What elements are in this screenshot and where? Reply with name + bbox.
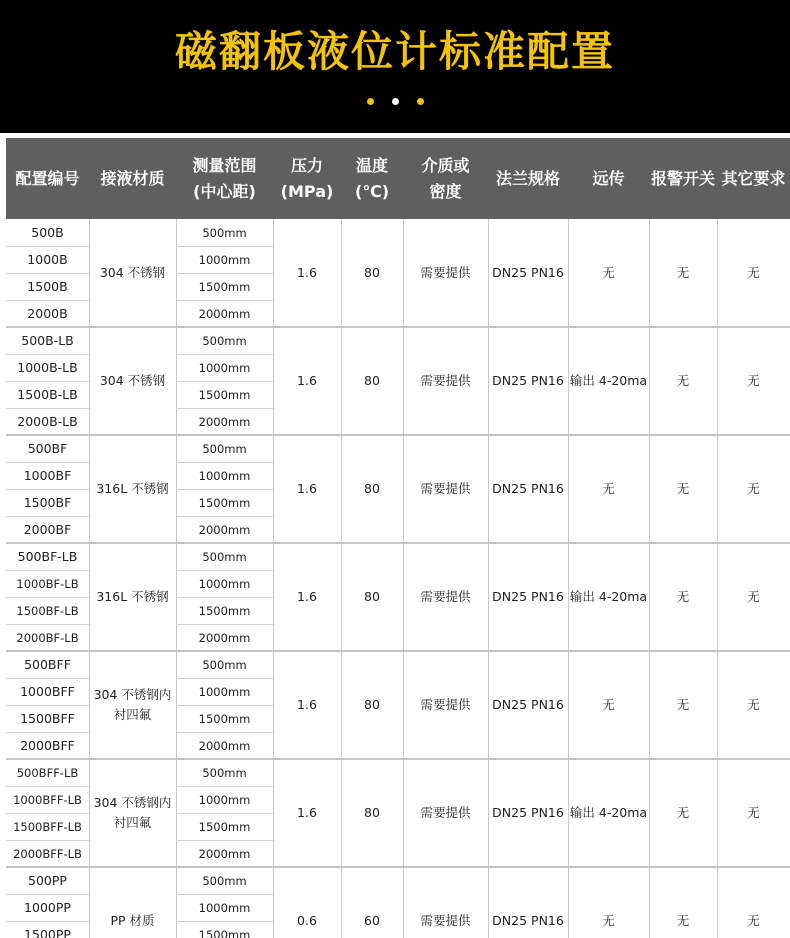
table-header [6, 138, 790, 219]
config-code-cell: 1500BFF-LB [13, 819, 82, 834]
config-code-cell: 2000B-LB [17, 413, 78, 429]
table-body [6, 219, 790, 938]
config-code-cell: 2000BF-LB [16, 630, 79, 645]
range-cell: 1500mm [198, 603, 251, 618]
flange-cell: DN25 PN16 [492, 481, 564, 496]
header-flange: 法兰规格 [495, 168, 560, 188]
alarm-switch-cell: 无 [676, 913, 690, 928]
range-cell: 500mm [202, 549, 247, 564]
remote-output-cell: 无 [602, 481, 615, 496]
range-cell: 1500mm [198, 711, 251, 726]
material-cell: 304 不锈钢 [99, 265, 166, 280]
other-requirements-cell: 无 [747, 805, 760, 820]
page-title: 磁翻板液位计标准配置 [174, 27, 615, 76]
range-cell: 1500mm [198, 927, 251, 938]
config-code-cell: 2000BFF-LB [13, 846, 82, 861]
medium-cell: 需要提供 [420, 481, 471, 496]
other-requirements-cell: 无 [747, 697, 760, 712]
config-code-cell: 500BF [27, 440, 68, 456]
other-requirements-cell: 无 [747, 373, 760, 388]
range-cell: 500mm [202, 441, 247, 456]
medium-cell: 需要提供 [420, 589, 471, 604]
flange-cell: DN25 PN16 [492, 265, 564, 280]
range-cell: 1000mm [198, 468, 251, 483]
config-code-cell: 1000PP [24, 899, 71, 915]
range-cell: 1000mm [198, 252, 251, 267]
range-cell: 1000mm [198, 576, 251, 591]
range-cell: 1500mm [198, 495, 251, 510]
config-code-cell: 2000BFF [20, 737, 75, 753]
pressure-cell: 0.6 [297, 913, 317, 928]
alarm-switch-cell: 无 [676, 589, 690, 604]
pressure-cell: 1.6 [297, 697, 317, 712]
remote-output-cell: 输出 4-20ma [569, 373, 648, 388]
alarm-switch-cell: 无 [676, 697, 690, 712]
other-requirements-cell: 无 [747, 589, 760, 604]
config-code-cell: 1500BFF [20, 710, 75, 726]
pressure-cell: 1.6 [297, 589, 317, 604]
range-cell: 1000mm [198, 684, 251, 699]
pressure-cell: 1.6 [297, 805, 317, 820]
range-cell: 500mm [202, 225, 247, 240]
dot-icon [367, 98, 374, 105]
header-material: 接液材质 [100, 168, 165, 188]
medium-cell: 需要提供 [420, 913, 471, 928]
flange-cell: DN25 PN16 [492, 697, 564, 712]
material-cell: 304 不锈钢 [99, 373, 166, 388]
alarm-switch-cell: 无 [676, 373, 690, 388]
flange-cell: DN25 PN16 [492, 373, 564, 388]
header-code: 配置编号 [15, 168, 80, 188]
config-code-cell: 1000B-LB [17, 359, 78, 375]
dot-icon [392, 98, 399, 105]
medium-cell: 需要提供 [420, 265, 471, 280]
remote-output-cell: 无 [602, 913, 615, 928]
temperature-cell: 80 [364, 589, 380, 604]
header-pressure: 压力 (MPa) [280, 155, 334, 201]
config-code-cell: 1000BFF [20, 683, 75, 699]
alarm-switch-cell: 无 [676, 265, 690, 280]
remote-output-cell: 无 [602, 697, 615, 712]
range-cell: 2000mm [198, 306, 251, 321]
range-cell: 2000mm [198, 630, 251, 645]
other-requirements-cell: 无 [747, 265, 760, 280]
config-code-cell: 1500B-LB [17, 386, 78, 402]
other-requirements-cell: 无 [747, 913, 760, 928]
remote-output-cell: 输出 4-20ma [569, 805, 648, 820]
spec-table [0, 133, 790, 938]
temperature-cell: 80 [364, 481, 380, 496]
range-cell: 2000mm [198, 522, 251, 537]
flange-cell: DN25 PN16 [492, 805, 564, 820]
config-code-cell: 500BF-LB [17, 548, 78, 564]
range-cell: 2000mm [198, 846, 251, 861]
range-cell: 1500mm [198, 819, 251, 834]
medium-cell: 需要提供 [420, 373, 471, 388]
temperature-cell: 80 [364, 805, 380, 820]
alarm-switch-cell: 无 [676, 805, 690, 820]
pressure-cell: 1.6 [297, 373, 317, 388]
config-code-cell: 500BFF-LB [16, 765, 79, 780]
config-code-cell: 1000BF-LB [16, 576, 79, 591]
title-banner [0, 0, 790, 133]
config-code-cell: 500PP [28, 872, 67, 888]
material-cell: 304 不锈钢内 衬四氟 [93, 687, 172, 722]
range-cell: 500mm [202, 333, 247, 348]
config-code-cell: 500B-LB [21, 332, 74, 348]
header-other: 其它要求 [721, 168, 786, 188]
config-code-cell: 1000BFF-LB [13, 792, 82, 807]
remote-output-cell: 输出 4-20ma [569, 589, 648, 604]
medium-cell: 需要提供 [420, 805, 471, 820]
header-alarm: 报警开关 [650, 168, 715, 188]
header-medium: 介质或 密度 [421, 155, 470, 201]
flange-cell: DN25 PN16 [492, 913, 564, 928]
config-code-cell: 1500BF-LB [16, 603, 79, 618]
material-cell: 316L 不锈钢 [96, 481, 169, 496]
range-cell: 500mm [202, 873, 247, 888]
range-cell: 1000mm [198, 900, 251, 915]
range-cell: 1500mm [198, 387, 251, 402]
pressure-cell: 1.6 [297, 481, 317, 496]
range-cell: 2000mm [198, 414, 251, 429]
flange-cell: DN25 PN16 [492, 589, 564, 604]
config-code-cell: 2000BF [23, 521, 72, 537]
dot-icon [417, 98, 424, 105]
config-code-cell: 1000BF [23, 467, 72, 483]
header-temperature: 温度 (℃) [355, 155, 389, 201]
remote-output-cell: 无 [602, 265, 615, 280]
config-code-cell: 1500B [27, 278, 68, 294]
material-cell: PP 材质 [110, 913, 155, 928]
medium-cell: 需要提供 [420, 697, 471, 712]
temperature-cell: 60 [364, 913, 380, 928]
temperature-cell: 80 [364, 373, 380, 388]
range-cell: 500mm [202, 765, 247, 780]
config-code-cell: 1500BF [23, 494, 72, 510]
range-cell: 1000mm [198, 360, 251, 375]
decorative-dots [0, 98, 790, 106]
config-code-cell: 500B [31, 224, 64, 240]
range-cell: 1000mm [198, 792, 251, 807]
other-requirements-cell: 无 [747, 481, 760, 496]
config-code-cell: 1500PP [24, 926, 71, 938]
range-cell: 2000mm [198, 738, 251, 753]
config-code-cell: 1000B [27, 251, 68, 267]
config-code-cell: 2000B [27, 305, 68, 321]
range-cell: 1500mm [198, 279, 251, 294]
range-cell: 500mm [202, 657, 247, 672]
config-code-cell: 500BFF [24, 656, 71, 672]
header-range: 测量范围 (中心距) [192, 155, 257, 201]
temperature-cell: 80 [364, 697, 380, 712]
material-cell: 316L 不锈钢 [96, 589, 169, 604]
material-cell: 304 不锈钢内 衬四氟 [93, 795, 172, 830]
temperature-cell: 80 [364, 265, 380, 280]
header-remote: 远传 [592, 168, 625, 188]
alarm-switch-cell: 无 [676, 481, 690, 496]
pressure-cell: 1.6 [297, 265, 317, 280]
